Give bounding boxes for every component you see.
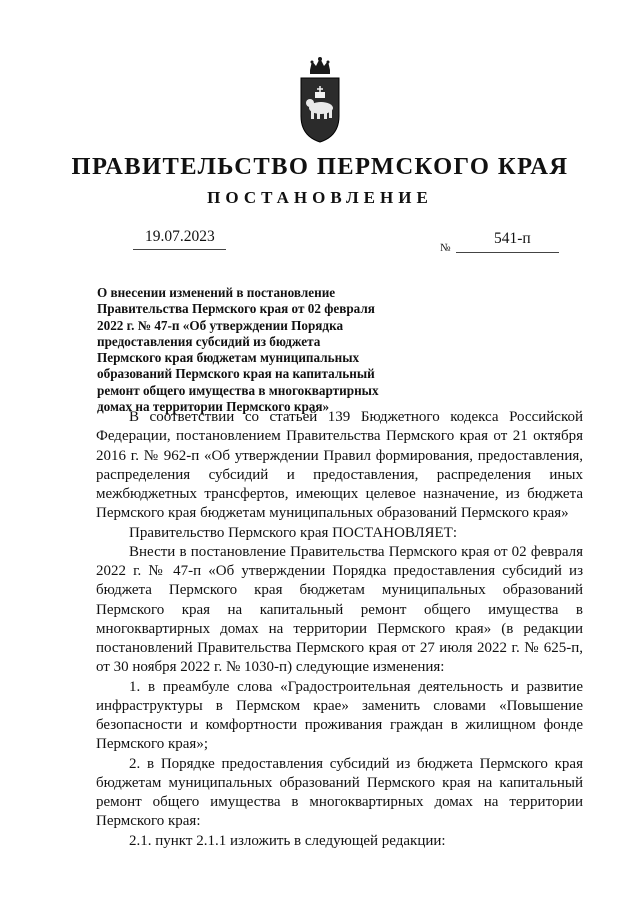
document-body [96, 408, 583, 851]
coat-of-arms-icon [298, 56, 342, 144]
subject-line: домах на территории Пермского края» [97, 399, 330, 415]
subject-line: предоставления субсидий из бюджета [97, 333, 321, 349]
document-number: 541-п [494, 230, 531, 247]
body-paragraph: 2.1. пункт 2.1.1 изложить в следующей редакции: [129, 832, 446, 849]
subject-line: Правительства Пермского края от 02 февраля [97, 301, 375, 317]
number-underline [456, 252, 559, 253]
date-underline [133, 249, 226, 250]
document-type: ПОСТАНОВЛЕНИЕ [207, 188, 433, 207]
subject-line: 2022 г. № 47-п «Об утверждении Порядка [97, 317, 344, 333]
body-paragraph: Правительство Пермского края ПОСТАНОВЛЯЕТ: [129, 524, 458, 541]
subject-line: образований Пермского края на капитальный [97, 366, 375, 382]
subject-line: Пермского края бюджетам муниципальных [97, 350, 360, 366]
body-paragraph: Внести в постановление Правительства Пермского края от 02 февраля 2022 г. № 47-п «Об утверждении Порядка предоставления субсидий из бюджета Пермского края бюджетам муниципальных образований Пермского края на капитальный ремонт общего имущества в многоквартирных домах на территории Пермского края» (в редакции постановлений Правительства Пермского края от 27 июля 2022 г. № 625-п, от 30 ноября 2022 г. № 1030-п) следующие изменения: [96, 543, 583, 676]
organization-title: ПРАВИТЕЛЬСТВО ПЕРМСКОГО КРАЯ [71, 153, 569, 180]
number-sign: № [440, 242, 451, 254]
body-paragraph: 2. в Порядке предоставления субсидий из бюджета Пермского края бюджетам муниципальных образований Пермского края на капитальный ремонт общего имущества в многоквартирных домах на территории Пермского края: [96, 755, 583, 830]
subject-line: ремонт общего имущества в многоквартирных [97, 382, 379, 398]
document-date: 19.07.2023 [145, 228, 215, 245]
document-subject [97, 285, 427, 415]
subject-line: О внесении изменений в постановление [97, 285, 336, 300]
body-paragraph: В соответствии со статьей 139 Бюджетного кодекса Российской Федерации, постановлением Правительства Пермского края от 21 октября 2016 г. № 962-п «Об утверждении Правил формирования, предоставления, распределения субсидий и предоставления, распределения иных межбюджетных трансфертов, имеющих целевое назначение, из бюджета Пермского края бюджетам муниципальных образований Пермского края» [96, 409, 583, 522]
body-paragraph: 1. в преамбуле слова «Градостроительная деятельность и развитие инфраструктуры в Пермском крае» заменить словами «Повышение безопасности и комфортности проживания граждан в жилищном фонде Пермского края»; [96, 678, 583, 753]
